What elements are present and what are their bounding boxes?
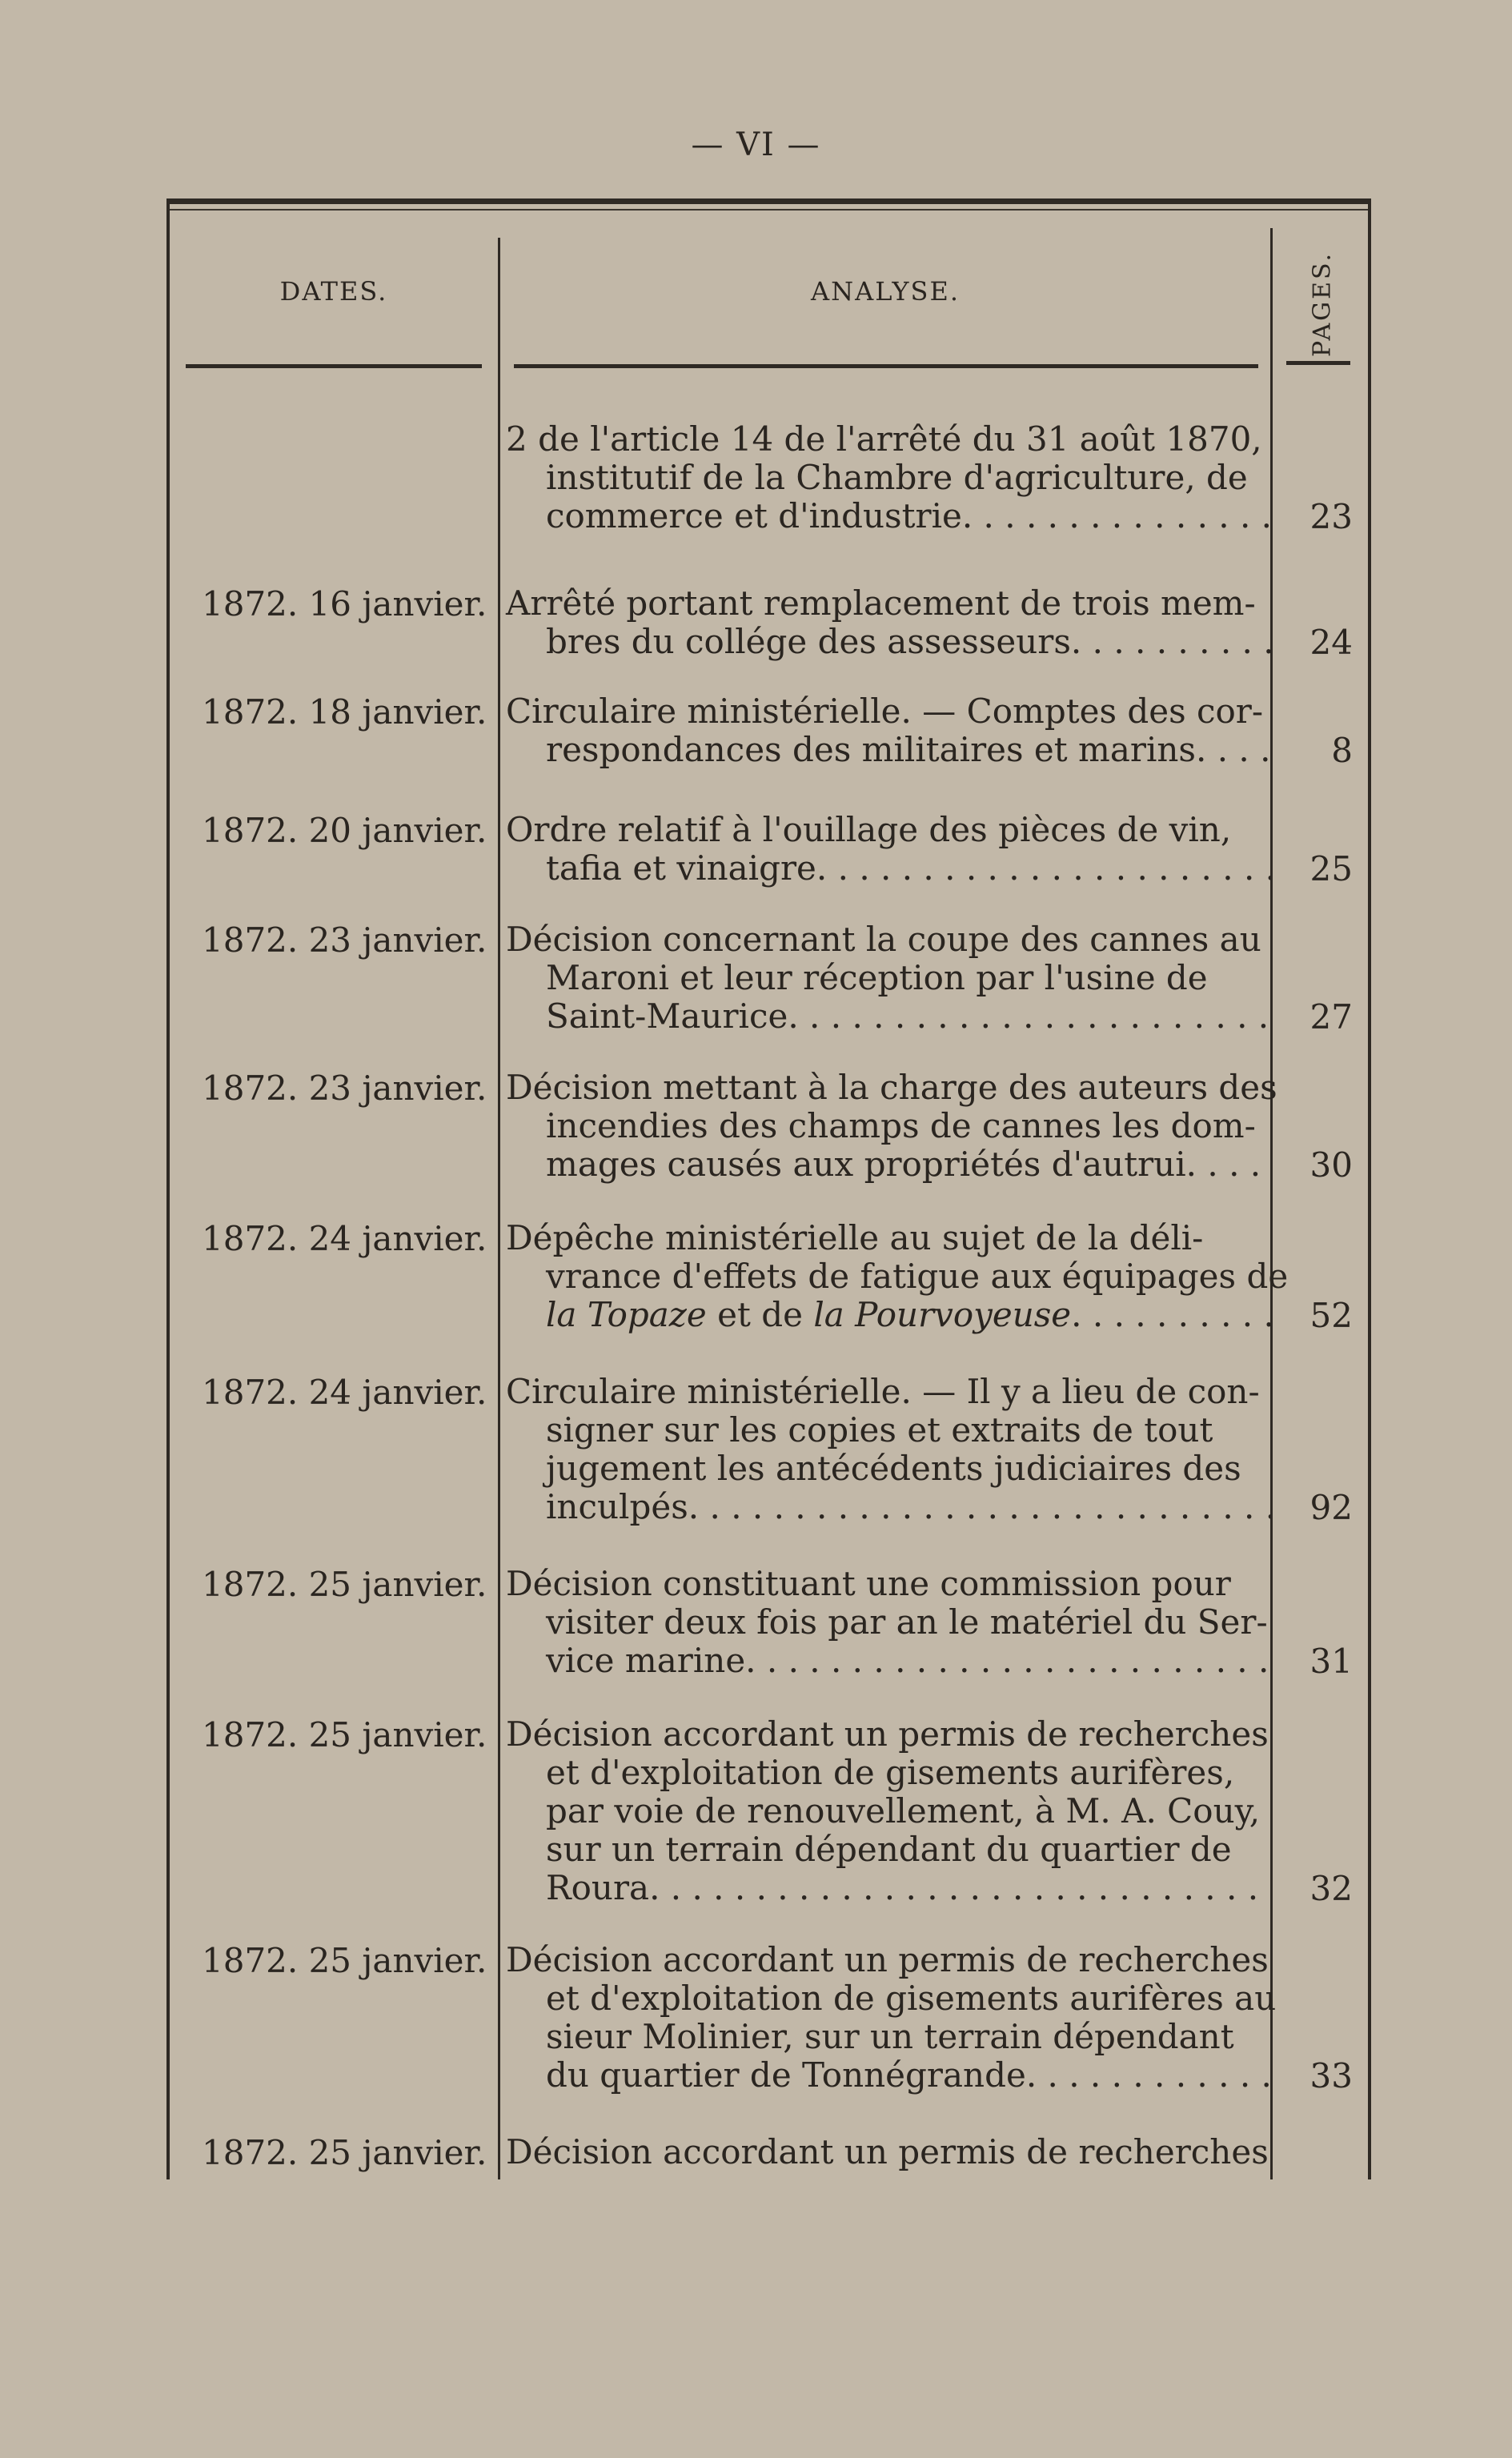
- entry-analysis: [506, 1218, 1289, 1334]
- entry-page: 30: [1309, 1145, 1353, 1185]
- analysis-line: inculpés . . .: [506, 1488, 1270, 1526]
- header-pages-label: PAGES.: [1308, 251, 1337, 357]
- analysis-line: sieur Molinier, sur un terrain dépendant: [546, 2017, 1234, 2056]
- entry-analysis: [506, 1940, 1277, 2095]
- entry-analysis: [506, 1565, 1270, 1680]
- entry-page: 27: [1309, 997, 1353, 1037]
- analysis-line: vice marine . . .: [506, 1642, 1270, 1680]
- entry-page: 25: [1309, 849, 1353, 888]
- header-dates: DATES.: [279, 276, 388, 307]
- entry-analysis: [506, 1715, 1270, 1907]
- analysis-line: et d'exploitation de gisements aurifères,: [546, 1753, 1235, 1792]
- entry-analysis: [506, 2133, 1270, 2171]
- header-analyse: ANALYSE.: [811, 276, 960, 307]
- entry-page: 31: [1309, 1642, 1353, 1681]
- analysis-line: Circulaire ministérielle. — Comptes des cor-: [506, 692, 1264, 731]
- analysis-line: Décision concernant la coupe des cannes au: [506, 920, 1261, 959]
- header-pages: [1278, 236, 1366, 372]
- analysis-line: Décision accordant un permis de recherches: [506, 1940, 1269, 1979]
- entry-page: 24: [1309, 623, 1353, 662]
- entry-date: 1872. 25 janvier.: [202, 1941, 487, 1980]
- analysis-line: Maroni et leur réception par l'usine de: [546, 958, 1208, 997]
- entry-date: 1872. 24 janvier.: [202, 1219, 487, 1258]
- analysis-line: du quartier de Tonnégrande . . .: [506, 2056, 1270, 2095]
- analysis-line: bres du collége des assesseurs . . .: [506, 623, 1270, 661]
- analysis-line: signer sur les copies et extraits de tout: [546, 1410, 1213, 1450]
- entry-date: 1872. 23 janvier.: [202, 1069, 487, 1108]
- analysis-line: Arrêté portant remplacement de trois mem-: [506, 583, 1256, 623]
- analysis-line: vrance d'effets de fatigue aux équipages de: [546, 1257, 1289, 1296]
- analysis-line: Décision accordant un permis de recherches: [506, 1714, 1269, 1754]
- entry-date: 1872. 24 janvier.: [202, 1373, 487, 1412]
- analysis-line: incendies des champs de cannes les dom-: [546, 1106, 1256, 1145]
- entry-date: 1872. 25 janvier.: [202, 1715, 487, 1754]
- entry-date: 1872. 18 janvier.: [202, 692, 487, 732]
- analysis-line: et d'exploitation de gisements aurifères au: [546, 1979, 1277, 2018]
- analysis-line: mages causés aux propriétés d'autrui . . .: [506, 1145, 1270, 1184]
- entry-page: 32: [1309, 1869, 1353, 1908]
- entry-page: 92: [1309, 1488, 1353, 1527]
- analysis-line: respondances des militaires et marins . . .: [506, 731, 1270, 769]
- entry-analysis: [506, 420, 1270, 535]
- analysis-line: Décision accordant un permis de recherches: [506, 2132, 1269, 2171]
- analysis-line: sur un terrain dépendant du quartier de: [546, 1830, 1232, 1869]
- entry-date: 1872. 20 janvier.: [202, 811, 487, 850]
- analysis-line: Ordre relatif à l'ouillage des pièces de vin,: [506, 810, 1232, 849]
- page-number: — VI —: [691, 126, 821, 163]
- entry-page: 23: [1309, 497, 1353, 536]
- analysis-line: commerce et d'industrie . . .: [506, 497, 1270, 535]
- analysis-line: 2 de l'article 14 de l'arrêté du 31 août 1870,: [506, 419, 1262, 459]
- header-rule: [514, 364, 1258, 368]
- entry-date: 1872. 16 janvier.: [202, 584, 487, 624]
- entry-analysis: [506, 811, 1270, 888]
- entry-date: 1872. 23 janvier.: [202, 920, 487, 960]
- analysis-line: institutif de la Chambre d'agriculture, de: [546, 458, 1248, 497]
- analysis-line: Roura . . .: [506, 1869, 1270, 1907]
- analysis-line: Dépêche ministérielle au sujet de la déli-: [506, 1218, 1204, 1257]
- analysis-line: Décision constituant une commission pour: [506, 1564, 1231, 1603]
- analysis-line: visiter deux fois par an le matériel du Ser-: [546, 1602, 1268, 1642]
- entry-page: 8: [1331, 731, 1353, 770]
- header-rule: [186, 364, 482, 368]
- entry-analysis: [506, 692, 1270, 769]
- entry-date: 1872. 25 janvier.: [202, 2133, 487, 2172]
- analysis-line: par voie de renouvellement, à M. A. Couy,: [546, 1791, 1261, 1830]
- analysis-line: Décision mettant à la charge des auteurs des: [506, 1068, 1277, 1107]
- analysis-line: Saint-Maurice . . .: [506, 997, 1270, 1036]
- analysis-line: la Topaze et de la Pourvoyeuse . . .: [506, 1296, 1270, 1334]
- column-divider: [498, 238, 500, 2179]
- entry-date: 1872. 25 janvier.: [202, 1565, 487, 1604]
- entry-analysis: [506, 1068, 1277, 1184]
- entry-analysis: [506, 584, 1270, 661]
- analysis-line: tafia et vinaigre . . .: [506, 849, 1270, 888]
- entry-page: 52: [1309, 1296, 1353, 1335]
- entry-analysis: [506, 1373, 1270, 1526]
- entry-page: 33: [1309, 2056, 1353, 2095]
- analysis-line: jugement les antécédents judiciaires des: [546, 1449, 1241, 1488]
- entry-analysis: [506, 920, 1270, 1036]
- index-table: [166, 198, 1371, 2179]
- analysis-line: Circulaire ministérielle. — Il y a lieu de con-: [506, 1372, 1260, 1411]
- header-rule: [1286, 361, 1350, 365]
